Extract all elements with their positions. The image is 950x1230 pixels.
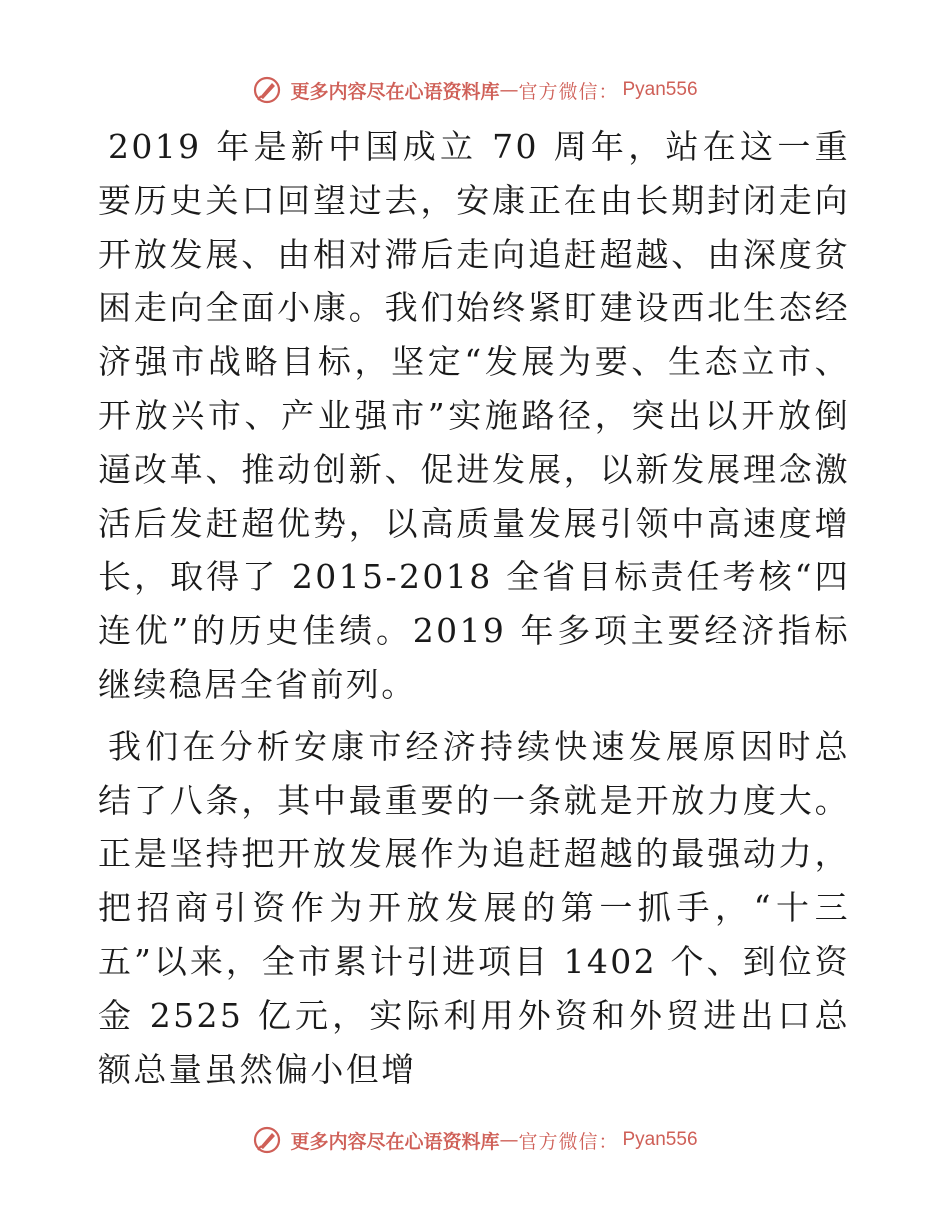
footer-wechat-label: 官方微信： <box>518 1130 619 1153</box>
footer-banner <box>0 1120 950 1160</box>
header-wechat-label: 官方微信： <box>518 80 619 103</box>
paragraph-1: 2019 年是新中国成立 70 周年，站在这一重要历史关口回望过去，安康正在由长期封闭走向开放发展、由相对滞后走向追赶超越、由深度贫困走向全面小康。我们始终紧盯建设西北生态经济强市战略目标，坚定“发展为要、生态立市、开放兴市、产业强市”实施路径，突出以开放倒逼改革、推动创新、促进发展，以新发展理念激活后发赶超优势，以高质量发展引领中高速度增长，取得了 2015-2018 全省目标责任考核“四连优”的历史佳绩。2019 年多项主要经济指标继续稳居全省前列。 <box>98 127 850 704</box>
header-wechat-id: Pyan556 <box>622 79 698 100</box>
footer-wechat-id: Pyan556 <box>622 1129 698 1150</box>
paragraph-2: 我们在分析安康市经济持续快速发展原因时总结了八条，其中最重要的一条就是开放力度大。正是坚持把开放发展作为追赶超越的最强动力，把招商引资作为开放发展的第一抓手，“十三五”以来，全市累计引进项目 1402 个、到位资金 2525 亿元，实际利用外资和外贸进出口总额总量虽然偏小但增 <box>98 726 850 1089</box>
footer-dash: — <box>499 1129 519 1151</box>
header-dash: — <box>499 79 519 101</box>
quill-logo-icon <box>252 75 282 105</box>
footer-text: 更多内容尽在心语资料库 <box>290 1130 500 1153</box>
quill-logo-icon <box>252 1125 282 1155</box>
header-banner <box>0 70 950 110</box>
document-body <box>98 120 850 1096</box>
header-text: 更多内容尽在心语资料库 <box>290 80 500 103</box>
